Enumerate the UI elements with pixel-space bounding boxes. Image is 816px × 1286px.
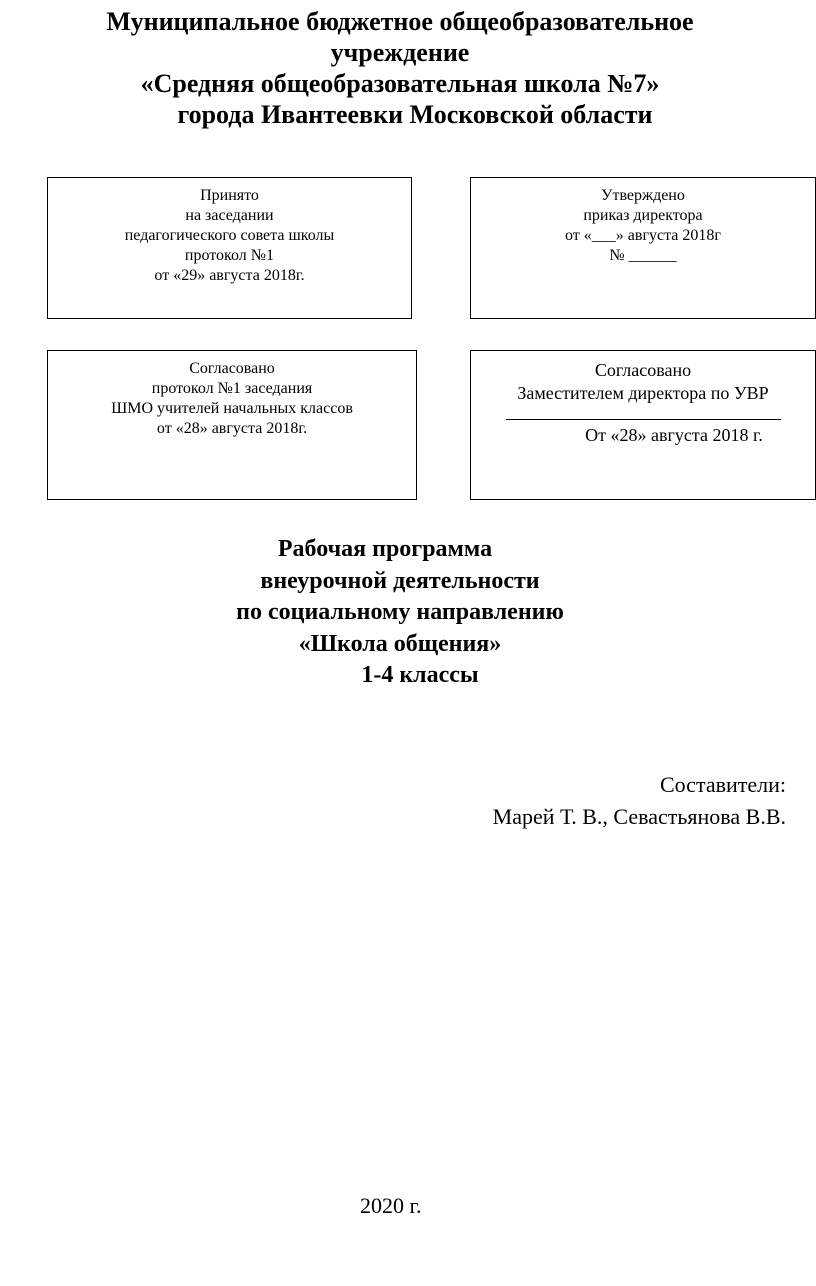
title-line-4: «Школа общения»	[298, 630, 502, 657]
agreed-deputy-line-1: Согласовано	[594, 360, 692, 380]
agreed-shmo-stamp-box	[47, 350, 417, 500]
agreed-deputy-stamp-box	[470, 350, 816, 500]
accepted-line-5: от «29» августа 2018г.	[154, 267, 305, 284]
title-line-3: по социальному направлению	[236, 599, 564, 625]
program-title	[150, 534, 650, 692]
title-line-2: внеурочной деятельности	[260, 567, 540, 594]
header-line-4: города Ивантеевки Московской области	[177, 100, 653, 129]
approved-line-1: Утверждено	[601, 187, 685, 204]
document-year: 2020 г.	[360, 1193, 422, 1218]
school-header	[40, 6, 760, 130]
approved-line-4: № ______	[609, 247, 677, 264]
approved-line-2: приказ директора	[583, 207, 703, 224]
header-line-3: «Средняя общеобразовательная школа №7»	[140, 69, 660, 98]
authors-label: Составители:	[659, 772, 786, 797]
accepted-line-2: на заседании	[185, 207, 274, 224]
authors-names: Марей Т. В., Севастьянова В.В.	[492, 804, 786, 829]
accepted-line-3: педагогического совета школы	[124, 227, 335, 244]
agreed-deputy-line-3: От «28» августа 2018 г.	[585, 425, 763, 445]
agreed-deputy-line-2: Заместителем директора по УВР	[517, 383, 769, 403]
agreed-shmo-line-1: Согласовано	[189, 360, 275, 377]
agreed-shmo-line-2: протокол №1 заседания	[151, 380, 313, 397]
authors-block	[493, 769, 786, 833]
title-line-1: Рабочая программа	[277, 536, 493, 562]
signature-line	[506, 411, 781, 420]
accepted-line-4: протокол №1	[184, 247, 275, 264]
accepted-line-1: Принято	[200, 187, 259, 204]
approved-stamp-box	[470, 177, 816, 319]
title-line-5: 1-4 классы	[361, 662, 479, 688]
accepted-stamp-box	[47, 177, 412, 319]
approved-line-3: от «___» августа 2018г	[565, 227, 721, 244]
header-line-2: учреждение	[330, 38, 470, 67]
agreed-shmo-line-4: от «28» августа 2018г.	[156, 420, 308, 437]
header-line-1: Муниципальное бюджетное общеобразовательное	[106, 7, 694, 36]
agreed-shmo-line-3: ШМО учителей начальных классов	[111, 400, 353, 417]
